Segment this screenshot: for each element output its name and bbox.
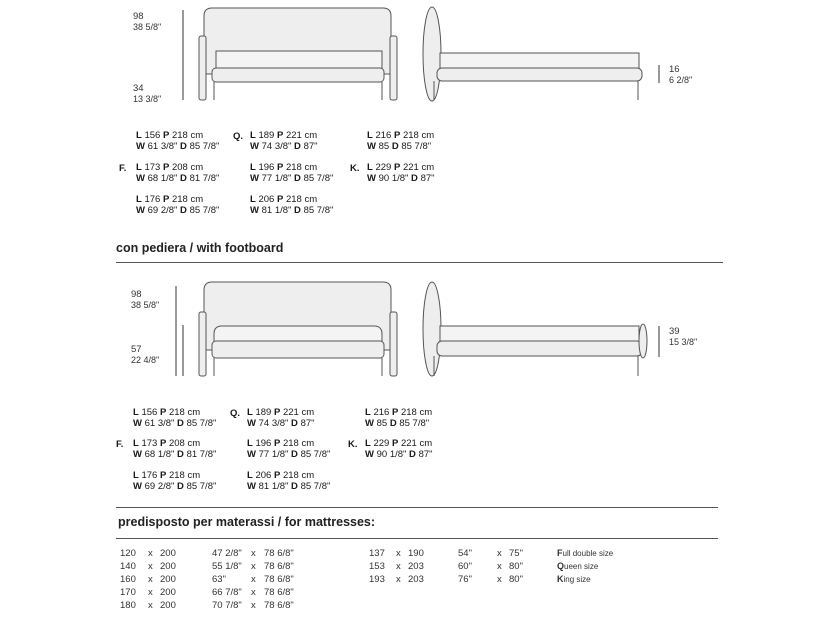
l-value: 173 (144, 162, 161, 173)
unit: cm (419, 438, 433, 449)
p-label: P (276, 130, 284, 141)
in-length: 78 6/8" (264, 561, 294, 572)
l-label: L (250, 162, 256, 173)
cm-width: 170 (120, 587, 136, 598)
l-label: L (250, 194, 256, 205)
d-label: D (294, 204, 301, 216)
w-label: W (250, 204, 259, 216)
d-value: 85 7/8" (189, 204, 220, 216)
w-value: 61 3/8" (144, 417, 175, 429)
footboard-height-side-label (669, 327, 697, 347)
times: x (251, 548, 256, 559)
unit: cm (304, 130, 318, 141)
times: x (148, 600, 153, 611)
l-label: L (367, 130, 373, 141)
p-value: 221 (400, 438, 417, 449)
d-label: D (409, 448, 416, 460)
p-value: 218 (285, 194, 302, 205)
w-value: 77 1/8" (261, 172, 292, 184)
d-value: 85 7/8" (189, 140, 220, 152)
cm-width: 180 (120, 600, 136, 611)
in-length: 78 6/8" (264, 548, 294, 559)
w-value: 68 1/8" (144, 448, 175, 460)
l-value: 176 (141, 470, 158, 481)
l-label: L (247, 407, 253, 418)
cm-length: 190 (408, 548, 424, 559)
p-value: 221 (285, 130, 302, 141)
l-value: 216 (373, 407, 390, 418)
cm-width: 137 (369, 548, 385, 559)
size-initial: Q (557, 561, 565, 571)
l-value: 206 (258, 194, 275, 205)
times: x (251, 587, 256, 598)
cm-length: 200 (160, 574, 176, 585)
l-value: 216 (375, 130, 392, 141)
w-label: W (365, 448, 374, 460)
w-value: 81 1/8" (258, 480, 289, 492)
p-label: P (159, 470, 167, 481)
d-value: 87" (418, 448, 433, 460)
w-value: 81 1/8" (261, 204, 292, 216)
size-spec-in (136, 174, 219, 185)
l-value: 189 (255, 407, 272, 418)
w-label: W (367, 172, 376, 184)
w-label: W (247, 417, 256, 429)
unit: cm (421, 130, 435, 141)
d-value: 85 7/8" (186, 480, 217, 492)
d-label: D (294, 140, 301, 152)
w-value: 68 1/8" (147, 172, 178, 184)
unit: cm (421, 162, 435, 173)
d-value: 87" (300, 417, 315, 429)
size-spec (247, 408, 315, 429)
l-value: 229 (375, 162, 392, 173)
footboard-height-base-cm: 57 (131, 344, 142, 355)
l-label: L (365, 407, 371, 418)
cm-width: 120 (120, 548, 136, 559)
footboard-height-base-label (131, 345, 159, 365)
d-value: 81 7/8" (186, 448, 217, 460)
cm-length: 200 (160, 587, 176, 598)
in-width: 54" (458, 548, 472, 559)
l-value: 196 (258, 162, 275, 173)
d-value: 85 7/8" (303, 172, 334, 184)
l-label: L (247, 438, 253, 449)
d-value: 85 7/8" (401, 140, 432, 152)
p-value: 221 (402, 162, 419, 173)
d-value: 87" (303, 140, 318, 152)
p-label: P (393, 130, 401, 141)
d-label: D (177, 417, 184, 429)
unit: cm (301, 407, 315, 418)
w-value: 90 1/8" (378, 172, 409, 184)
p-value: 218 (171, 130, 188, 141)
height-base-cm: 34 (133, 83, 144, 94)
in-width: 47 2/8" (212, 548, 242, 559)
divider (116, 538, 718, 539)
times: x (396, 574, 401, 585)
l-label: L (365, 438, 371, 449)
size-spec (367, 131, 434, 152)
d-label: D (177, 448, 184, 460)
size-spec (250, 195, 333, 216)
w-value: 74 3/8" (261, 140, 292, 152)
w-label: W (133, 480, 142, 492)
p-value: 218 (171, 194, 188, 205)
l-value: 156 (141, 407, 158, 418)
d-label: D (291, 417, 298, 429)
l-value: 189 (258, 130, 275, 141)
l-label: L (250, 130, 256, 141)
l-label: L (133, 407, 139, 418)
p-value: 218 (282, 470, 299, 481)
height-side-cm: 16 (669, 64, 680, 75)
unit: cm (301, 438, 315, 449)
size-spec-in (136, 142, 219, 153)
unit: cm (304, 162, 318, 173)
size-letter: Q. (230, 408, 241, 419)
p-label: P (273, 470, 281, 481)
in-length: 80" (509, 561, 523, 572)
d-value: 81 7/8" (189, 172, 220, 184)
times: x (148, 587, 153, 598)
in-width: 76" (458, 574, 472, 585)
size-initial: K (557, 574, 564, 584)
size-initial: F (557, 548, 563, 558)
size-letter: F. (119, 163, 127, 174)
in-width: 63" (212, 574, 226, 585)
l-label: L (136, 162, 142, 173)
d-label: D (411, 172, 418, 184)
l-label: L (367, 162, 373, 173)
in-width: 66 7/8" (212, 587, 242, 598)
p-value: 221 (282, 407, 299, 418)
p-label: P (391, 407, 399, 418)
size-spec (133, 408, 216, 429)
d-label: D (180, 204, 187, 216)
p-value: 208 (168, 438, 185, 449)
p-value: 218 (282, 438, 299, 449)
d-label: D (291, 448, 298, 460)
l-value: 173 (141, 438, 158, 449)
in-length: 78 6/8" (264, 587, 294, 598)
size-spec-in (365, 419, 432, 430)
cm-length: 203 (408, 561, 424, 572)
d-value: 85 7/8" (300, 480, 331, 492)
divider (116, 507, 718, 508)
unit: cm (190, 194, 204, 205)
w-label: W (247, 480, 256, 492)
size-spec (250, 163, 333, 184)
times: x (396, 548, 401, 559)
cm-width: 160 (120, 574, 136, 585)
size-spec-in (247, 482, 330, 493)
d-label: D (389, 417, 397, 429)
l-label: L (136, 130, 142, 141)
w-label: W (367, 140, 376, 152)
p-label: P (162, 130, 170, 141)
height-base-in: 13 3/8" (133, 94, 162, 104)
w-label: W (136, 204, 145, 216)
unit: cm (187, 407, 201, 418)
w-label: W (133, 448, 142, 460)
size-spec-in (250, 142, 318, 153)
w-value: 61 3/8" (147, 140, 178, 152)
footboard-height-side-cm: 39 (669, 326, 680, 337)
d-label: D (391, 140, 399, 152)
w-label: W (247, 448, 256, 460)
footboard-height-total-in: 38 5/8" (131, 300, 160, 310)
cm-width: 140 (120, 561, 136, 572)
in-length: 80" (509, 574, 523, 585)
times: x (251, 574, 256, 585)
size-spec-in (250, 206, 333, 217)
size-spec (365, 408, 432, 429)
times: x (251, 600, 256, 611)
size-spec-in (133, 450, 216, 461)
l-value: 229 (373, 438, 390, 449)
size-rest: ull double size (562, 549, 614, 558)
height-total-cm: 98 (133, 11, 144, 22)
in-length: 75" (509, 548, 523, 559)
times: x (148, 574, 153, 585)
unit: cm (187, 438, 201, 449)
size-spec-in (367, 142, 434, 153)
size-spec-in (247, 419, 315, 430)
bed-front-view-bottom (199, 282, 397, 376)
size-rest: ueen size (564, 562, 599, 571)
l-value: 176 (144, 194, 161, 205)
size-letter: K. (348, 439, 358, 450)
size-name (557, 574, 591, 584)
times: x (148, 561, 153, 572)
in-length: 78 6/8" (264, 574, 294, 585)
l-value: 206 (255, 470, 272, 481)
size-letter: F. (116, 439, 124, 450)
unit: cm (304, 194, 318, 205)
cm-width: 153 (369, 561, 385, 572)
p-label: P (276, 162, 284, 173)
d-label: D (177, 480, 184, 492)
w-value: 69 2/8" (144, 480, 175, 492)
l-label: L (247, 470, 253, 481)
size-spec-in (247, 450, 330, 461)
times: x (396, 561, 401, 572)
height-total-label (133, 12, 161, 32)
l-value: 156 (144, 130, 161, 141)
p-label: P (273, 407, 281, 418)
w-value: 90 1/8" (376, 448, 407, 460)
size-spec-in (365, 450, 433, 461)
p-value: 218 (402, 130, 419, 141)
w-value: 85 (378, 140, 390, 152)
p-value: 218 (400, 407, 417, 418)
bed-side-view-top (423, 7, 642, 101)
d-value: 85 7/8" (303, 204, 334, 216)
size-spec (250, 131, 318, 152)
size-spec-in (136, 206, 219, 217)
w-label: W (365, 417, 374, 429)
w-value: 77 1/8" (258, 448, 289, 460)
w-label: W (250, 172, 259, 184)
d-value: 85 7/8" (399, 417, 430, 429)
size-spec (365, 439, 433, 460)
bed-side-view-bottom (423, 282, 647, 376)
size-spec (247, 471, 330, 492)
times: x (251, 561, 256, 572)
height-total-in: 38 5/8" (133, 22, 162, 32)
d-label: D (180, 140, 187, 152)
size-name (557, 561, 598, 571)
p-label: P (159, 407, 167, 418)
times: x (497, 574, 502, 585)
mattresses-title: predisposto per materassi / for mattresses: (118, 515, 376, 529)
size-letter: K. (350, 163, 360, 174)
p-label: P (276, 194, 284, 205)
height-side-in: 6 2/8" (669, 75, 693, 85)
divider (116, 262, 723, 263)
size-spec (367, 163, 435, 184)
unit: cm (190, 162, 204, 173)
w-value: 85 (376, 417, 388, 429)
size-spec-in (367, 174, 435, 185)
cm-length: 203 (408, 574, 424, 585)
in-width: 70 7/8" (212, 600, 242, 611)
p-value: 218 (285, 162, 302, 173)
unit: cm (419, 407, 433, 418)
p-label: P (273, 438, 281, 449)
cm-length: 200 (160, 600, 176, 611)
in-length: 78 6/8" (264, 600, 294, 611)
cm-width: 193 (369, 574, 385, 585)
size-spec (133, 439, 216, 460)
times: x (497, 548, 502, 559)
unit: cm (190, 130, 204, 141)
in-width: 55 1/8" (212, 561, 242, 572)
p-value: 208 (171, 162, 188, 173)
d-value: 85 7/8" (186, 417, 217, 429)
l-label: L (136, 194, 142, 205)
p-label: P (162, 162, 170, 173)
l-value: 196 (255, 438, 272, 449)
size-spec (136, 195, 219, 216)
d-label: D (180, 172, 187, 184)
d-value: 85 7/8" (300, 448, 331, 460)
w-label: W (136, 172, 145, 184)
p-value: 218 (168, 407, 185, 418)
size-letter: Q. (233, 131, 244, 142)
p-label: P (391, 438, 399, 449)
d-value: 87" (420, 172, 435, 184)
size-rest: ing size (563, 575, 591, 584)
p-label: P (162, 194, 170, 205)
height-base-label (133, 84, 161, 104)
footboard-height-total-cm: 98 (131, 289, 142, 300)
w-value: 74 3/8" (258, 417, 289, 429)
footboard-title: con pediera / with footboard (116, 241, 284, 255)
footboard-height-total-label (131, 290, 159, 310)
w-label: W (250, 140, 259, 152)
size-spec (247, 439, 330, 460)
size-spec-in (133, 482, 216, 493)
p-value: 218 (168, 470, 185, 481)
size-spec (133, 471, 216, 492)
cm-length: 200 (160, 548, 176, 559)
height-side-label (669, 65, 692, 85)
l-label: L (133, 438, 139, 449)
unit: cm (187, 470, 201, 481)
bed-front-view-top (199, 8, 397, 100)
footboard-height-side-in: 15 3/8" (669, 337, 698, 347)
cm-length: 200 (160, 561, 176, 572)
size-name (557, 548, 613, 558)
size-spec-in (250, 174, 333, 185)
in-width: 60" (458, 561, 472, 572)
size-spec (136, 131, 219, 152)
footboard-height-base-in: 22 4/8" (131, 355, 160, 365)
w-value: 69 2/8" (147, 204, 178, 216)
p-label: P (393, 162, 401, 173)
l-label: L (133, 470, 139, 481)
times: x (497, 561, 502, 572)
p-label: P (159, 438, 167, 449)
unit: cm (301, 470, 315, 481)
times: x (148, 548, 153, 559)
d-label: D (294, 172, 301, 184)
w-label: W (136, 140, 145, 152)
d-label: D (291, 480, 298, 492)
size-spec (136, 163, 219, 184)
size-spec-in (133, 419, 216, 430)
w-label: W (133, 417, 142, 429)
